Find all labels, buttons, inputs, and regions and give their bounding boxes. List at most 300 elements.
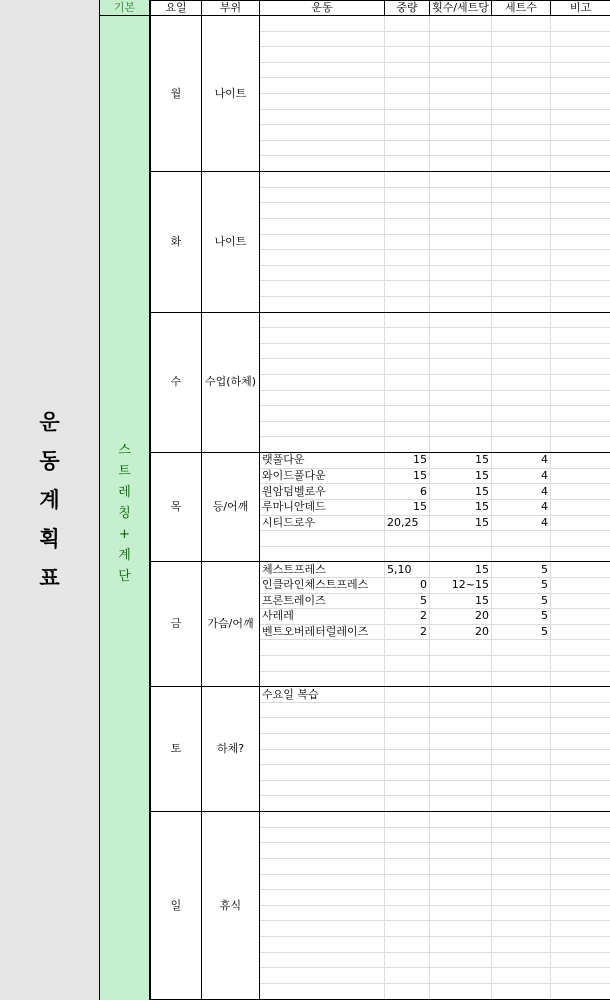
reps-cell[interactable]: 20 xyxy=(430,624,492,640)
exercise-cell[interactable] xyxy=(260,843,385,859)
note-cell[interactable] xyxy=(551,343,610,359)
note-cell[interactable] xyxy=(551,890,610,906)
note-cell[interactable] xyxy=(551,250,610,266)
weight-cell[interactable] xyxy=(385,952,430,968)
exercise-cell[interactable] xyxy=(260,78,385,94)
sets-cell[interactable] xyxy=(492,843,551,859)
sets-cell[interactable] xyxy=(492,531,551,547)
exercise-cell[interactable] xyxy=(260,140,385,156)
sets-cell[interactable] xyxy=(492,281,551,297)
sets-cell[interactable] xyxy=(492,421,551,437)
weight-cell[interactable] xyxy=(385,390,430,406)
note-cell[interactable] xyxy=(551,796,610,812)
weight-cell[interactable] xyxy=(385,531,430,547)
day-cell[interactable]: 화 xyxy=(151,172,202,312)
weight-cell[interactable] xyxy=(385,968,430,984)
sets-cell[interactable] xyxy=(492,31,551,47)
exercise-cell[interactable] xyxy=(260,296,385,312)
sets-cell[interactable]: 4 xyxy=(492,453,551,469)
weight-cell[interactable] xyxy=(385,858,430,874)
note-cell[interactable] xyxy=(551,172,610,188)
sets-cell[interactable] xyxy=(492,234,551,250)
sets-cell[interactable] xyxy=(492,406,551,422)
exercise-cell[interactable] xyxy=(260,250,385,266)
sets-cell[interactable] xyxy=(492,359,551,375)
reps-cell[interactable] xyxy=(430,952,492,968)
exercise-cell[interactable] xyxy=(260,31,385,47)
reps-cell[interactable] xyxy=(430,16,492,32)
exercise-cell[interactable] xyxy=(260,234,385,250)
reps-cell[interactable] xyxy=(430,156,492,172)
header-exercise[interactable]: 운동 xyxy=(260,1,385,16)
note-cell[interactable] xyxy=(551,562,610,578)
reps-cell[interactable] xyxy=(430,890,492,906)
note-cell[interactable] xyxy=(551,265,610,281)
weight-cell[interactable]: 5,10 xyxy=(385,562,430,578)
weight-cell[interactable] xyxy=(385,437,430,453)
exercise-cell[interactable] xyxy=(260,328,385,344)
reps-cell[interactable] xyxy=(430,47,492,63)
weight-cell[interactable] xyxy=(385,905,430,921)
exercise-cell[interactable] xyxy=(260,437,385,453)
note-cell[interactable] xyxy=(551,765,610,781)
exercise-cell[interactable] xyxy=(260,359,385,375)
note-cell[interactable] xyxy=(551,624,610,640)
reps-cell[interactable] xyxy=(430,546,492,562)
sets-cell[interactable] xyxy=(492,546,551,562)
exercise-cell[interactable] xyxy=(260,812,385,828)
sets-cell[interactable] xyxy=(492,827,551,843)
sets-cell[interactable] xyxy=(492,983,551,999)
note-cell[interactable] xyxy=(551,78,610,94)
weight-cell[interactable] xyxy=(385,187,430,203)
sets-cell[interactable] xyxy=(492,16,551,32)
weight-cell[interactable] xyxy=(385,812,430,828)
reps-cell[interactable] xyxy=(430,109,492,125)
note-cell[interactable] xyxy=(551,484,610,500)
sets-cell[interactable] xyxy=(492,390,551,406)
note-cell[interactable] xyxy=(551,609,610,625)
note-cell[interactable] xyxy=(551,968,610,984)
weight-cell[interactable]: 15 xyxy=(385,499,430,515)
reps-cell[interactable] xyxy=(430,296,492,312)
reps-cell[interactable] xyxy=(430,640,492,656)
note-cell[interactable] xyxy=(551,780,610,796)
note-cell[interactable] xyxy=(551,687,610,703)
weight-cell[interactable] xyxy=(385,765,430,781)
exercise-cell[interactable] xyxy=(260,265,385,281)
day-cell[interactable]: 금 xyxy=(151,562,202,687)
sets-cell[interactable]: 5 xyxy=(492,577,551,593)
sets-cell[interactable] xyxy=(492,968,551,984)
reps-cell[interactable] xyxy=(430,250,492,266)
weight-cell[interactable] xyxy=(385,406,430,422)
exercise-cell[interactable] xyxy=(260,671,385,687)
sets-cell[interactable] xyxy=(492,47,551,63)
note-cell[interactable] xyxy=(551,531,610,547)
reps-cell[interactable] xyxy=(430,172,492,188)
reps-cell[interactable] xyxy=(430,780,492,796)
sets-cell[interactable]: 5 xyxy=(492,593,551,609)
reps-cell[interactable] xyxy=(430,968,492,984)
sets-cell[interactable] xyxy=(492,812,551,828)
exercise-cell[interactable] xyxy=(260,936,385,952)
note-cell[interactable] xyxy=(551,640,610,656)
exercise-cell[interactable] xyxy=(260,546,385,562)
sets-cell[interactable] xyxy=(492,796,551,812)
body-part-cell[interactable]: 휴식 xyxy=(202,812,260,1000)
weight-cell[interactable] xyxy=(385,921,430,937)
exercise-cell[interactable] xyxy=(260,780,385,796)
exercise-cell[interactable] xyxy=(260,734,385,750)
weight-cell[interactable] xyxy=(385,359,430,375)
reps-cell[interactable] xyxy=(430,375,492,391)
sets-cell[interactable] xyxy=(492,296,551,312)
weight-cell[interactable] xyxy=(385,687,430,703)
note-cell[interactable] xyxy=(551,921,610,937)
note-cell[interactable] xyxy=(551,858,610,874)
exercise-cell[interactable]: 루마니안데드 xyxy=(260,499,385,515)
note-cell[interactable] xyxy=(551,16,610,32)
reps-cell[interactable] xyxy=(430,78,492,94)
weight-cell[interactable] xyxy=(385,94,430,110)
weight-cell[interactable] xyxy=(385,655,430,671)
reps-cell[interactable] xyxy=(430,812,492,828)
weight-cell[interactable]: 15 xyxy=(385,468,430,484)
exercise-cell[interactable] xyxy=(260,156,385,172)
sets-cell[interactable] xyxy=(492,265,551,281)
sets-cell[interactable] xyxy=(492,874,551,890)
exercise-cell[interactable] xyxy=(260,62,385,78)
body-part-cell[interactable]: 나이트 xyxy=(202,16,260,172)
reps-cell[interactable] xyxy=(430,281,492,297)
exercise-cell[interactable]: 원암덤벨로우 xyxy=(260,484,385,500)
exercise-cell[interactable] xyxy=(260,983,385,999)
day-cell[interactable]: 토 xyxy=(151,687,202,812)
note-cell[interactable] xyxy=(551,125,610,141)
sets-cell[interactable]: 5 xyxy=(492,562,551,578)
header-weight[interactable]: 중량 xyxy=(385,1,430,16)
reps-cell[interactable] xyxy=(430,687,492,703)
exercise-cell[interactable] xyxy=(260,640,385,656)
weight-cell[interactable] xyxy=(385,328,430,344)
weight-cell[interactable] xyxy=(385,375,430,391)
exercise-cell[interactable]: 수요일 복습 xyxy=(260,687,385,703)
exercise-cell[interactable] xyxy=(260,702,385,718)
exercise-cell[interactable] xyxy=(260,125,385,141)
weight-cell[interactable] xyxy=(385,62,430,78)
weight-cell[interactable] xyxy=(385,734,430,750)
reps-cell[interactable] xyxy=(430,31,492,47)
sets-cell[interactable] xyxy=(492,890,551,906)
weight-cell[interactable] xyxy=(385,125,430,141)
sets-cell[interactable] xyxy=(492,250,551,266)
sets-cell[interactable] xyxy=(492,62,551,78)
note-cell[interactable] xyxy=(551,905,610,921)
weight-cell[interactable] xyxy=(385,281,430,297)
weight-cell[interactable] xyxy=(385,827,430,843)
reps-cell[interactable] xyxy=(430,94,492,110)
exercise-cell[interactable] xyxy=(260,874,385,890)
body-part-cell[interactable]: 등/어깨 xyxy=(202,453,260,562)
day-cell[interactable]: 일 xyxy=(151,812,202,1000)
reps-cell[interactable]: 12~15 xyxy=(430,577,492,593)
note-cell[interactable] xyxy=(551,187,610,203)
weight-cell[interactable] xyxy=(385,546,430,562)
reps-cell[interactable] xyxy=(430,905,492,921)
note-cell[interactable] xyxy=(551,749,610,765)
exercise-cell[interactable] xyxy=(260,749,385,765)
weight-cell[interactable] xyxy=(385,983,430,999)
exercise-cell[interactable]: 시티드로우 xyxy=(260,515,385,531)
note-cell[interactable] xyxy=(551,234,610,250)
weight-cell[interactable] xyxy=(385,140,430,156)
note-cell[interactable] xyxy=(551,312,610,328)
note-cell[interactable] xyxy=(551,218,610,234)
header-day[interactable]: 요일 xyxy=(151,1,202,16)
weight-cell[interactable] xyxy=(385,31,430,47)
sets-cell[interactable] xyxy=(492,312,551,328)
exercise-cell[interactable] xyxy=(260,827,385,843)
reps-cell[interactable] xyxy=(430,765,492,781)
header-part[interactable]: 부위 xyxy=(202,1,260,16)
sets-cell[interactable] xyxy=(492,687,551,703)
weight-cell[interactable] xyxy=(385,421,430,437)
header-reps[interactable]: 횟수/세트당 xyxy=(430,1,492,16)
sets-cell[interactable] xyxy=(492,375,551,391)
weight-cell[interactable] xyxy=(385,671,430,687)
note-cell[interactable] xyxy=(551,31,610,47)
note-cell[interactable] xyxy=(551,593,610,609)
reps-cell[interactable] xyxy=(430,796,492,812)
reps-cell[interactable] xyxy=(430,936,492,952)
weight-cell[interactable] xyxy=(385,109,430,125)
exercise-cell[interactable] xyxy=(260,47,385,63)
weight-cell[interactable] xyxy=(385,749,430,765)
note-cell[interactable] xyxy=(551,94,610,110)
exercise-cell[interactable] xyxy=(260,531,385,547)
exercise-cell[interactable] xyxy=(260,312,385,328)
reps-cell[interactable]: 15 xyxy=(430,515,492,531)
sets-cell[interactable] xyxy=(492,640,551,656)
exercise-cell[interactable] xyxy=(260,952,385,968)
reps-cell[interactable] xyxy=(430,655,492,671)
basic-column[interactable] xyxy=(100,0,150,1000)
weight-cell[interactable]: 5 xyxy=(385,593,430,609)
note-cell[interactable] xyxy=(551,421,610,437)
sets-cell[interactable] xyxy=(492,718,551,734)
note-cell[interactable] xyxy=(551,827,610,843)
reps-cell[interactable] xyxy=(430,858,492,874)
sets-cell[interactable] xyxy=(492,187,551,203)
day-cell[interactable]: 목 xyxy=(151,453,202,562)
note-cell[interactable] xyxy=(551,812,610,828)
sets-cell[interactable] xyxy=(492,655,551,671)
note-cell[interactable] xyxy=(551,734,610,750)
exercise-cell[interactable] xyxy=(260,187,385,203)
weight-cell[interactable]: 15 xyxy=(385,453,430,469)
note-cell[interactable] xyxy=(551,843,610,859)
note-cell[interactable] xyxy=(551,328,610,344)
weight-cell[interactable] xyxy=(385,203,430,219)
sets-cell[interactable] xyxy=(492,203,551,219)
sets-cell[interactable] xyxy=(492,78,551,94)
exercise-cell[interactable] xyxy=(260,655,385,671)
sets-cell[interactable] xyxy=(492,109,551,125)
note-cell[interactable] xyxy=(551,375,610,391)
reps-cell[interactable] xyxy=(430,359,492,375)
reps-cell[interactable] xyxy=(430,718,492,734)
weight-cell[interactable] xyxy=(385,156,430,172)
weight-cell[interactable]: 6 xyxy=(385,484,430,500)
exercise-cell[interactable]: 와이드풀다운 xyxy=(260,468,385,484)
note-cell[interactable] xyxy=(551,499,610,515)
note-cell[interactable] xyxy=(551,936,610,952)
weight-cell[interactable]: 0 xyxy=(385,577,430,593)
exercise-cell[interactable] xyxy=(260,890,385,906)
header-sets[interactable]: 세트수 xyxy=(492,1,551,16)
body-part-cell[interactable]: 하체? xyxy=(202,687,260,812)
exercise-cell[interactable] xyxy=(260,109,385,125)
note-cell[interactable] xyxy=(551,515,610,531)
reps-cell[interactable] xyxy=(430,390,492,406)
sets-cell[interactable] xyxy=(492,140,551,156)
reps-cell[interactable]: 15 xyxy=(430,484,492,500)
weight-cell[interactable] xyxy=(385,796,430,812)
exercise-cell[interactable] xyxy=(260,858,385,874)
exercise-cell[interactable] xyxy=(260,765,385,781)
weight-cell[interactable] xyxy=(385,47,430,63)
sets-cell[interactable]: 4 xyxy=(492,468,551,484)
sets-cell[interactable]: 4 xyxy=(492,484,551,500)
reps-cell[interactable] xyxy=(430,734,492,750)
reps-cell[interactable] xyxy=(430,328,492,344)
sets-cell[interactable]: 4 xyxy=(492,515,551,531)
sets-cell[interactable]: 5 xyxy=(492,624,551,640)
sets-cell[interactable] xyxy=(492,921,551,937)
exercise-cell[interactable] xyxy=(260,343,385,359)
weight-cell[interactable] xyxy=(385,16,430,32)
weight-cell[interactable] xyxy=(385,78,430,94)
reps-cell[interactable] xyxy=(430,140,492,156)
reps-cell[interactable]: 15 xyxy=(430,562,492,578)
reps-cell[interactable] xyxy=(430,187,492,203)
reps-cell[interactable] xyxy=(430,983,492,999)
note-cell[interactable] xyxy=(551,577,610,593)
note-cell[interactable] xyxy=(551,156,610,172)
exercise-cell[interactable] xyxy=(260,94,385,110)
note-cell[interactable] xyxy=(551,718,610,734)
note-cell[interactable] xyxy=(551,983,610,999)
body-part-cell[interactable]: 나이트 xyxy=(202,172,260,312)
reps-cell[interactable] xyxy=(430,749,492,765)
body-part-cell[interactable]: 수업(하체) xyxy=(202,312,260,452)
note-cell[interactable] xyxy=(551,109,610,125)
sets-cell[interactable] xyxy=(492,218,551,234)
weight-cell[interactable] xyxy=(385,843,430,859)
reps-cell[interactable] xyxy=(430,343,492,359)
basic-header[interactable]: 기본 xyxy=(100,0,149,16)
weight-cell[interactable] xyxy=(385,218,430,234)
reps-cell[interactable] xyxy=(430,218,492,234)
sets-cell[interactable] xyxy=(492,125,551,141)
reps-cell[interactable] xyxy=(430,874,492,890)
sets-cell[interactable] xyxy=(492,156,551,172)
sets-cell[interactable] xyxy=(492,734,551,750)
reps-cell[interactable] xyxy=(430,234,492,250)
weight-cell[interactable] xyxy=(385,343,430,359)
exercise-cell[interactable]: 사레레 xyxy=(260,609,385,625)
note-cell[interactable] xyxy=(551,671,610,687)
reps-cell[interactable] xyxy=(430,312,492,328)
exercise-cell[interactable]: 랫풀다운 xyxy=(260,453,385,469)
sets-cell[interactable]: 5 xyxy=(492,609,551,625)
weight-cell[interactable] xyxy=(385,265,430,281)
note-cell[interactable] xyxy=(551,281,610,297)
exercise-cell[interactable]: 벤트오버레터럴레이즈 xyxy=(260,624,385,640)
weight-cell[interactable] xyxy=(385,890,430,906)
sets-cell[interactable]: 4 xyxy=(492,499,551,515)
weight-cell[interactable] xyxy=(385,234,430,250)
reps-cell[interactable] xyxy=(430,827,492,843)
body-part-cell[interactable]: 가슴/어깨 xyxy=(202,562,260,687)
note-cell[interactable] xyxy=(551,453,610,469)
weight-cell[interactable] xyxy=(385,936,430,952)
note-cell[interactable] xyxy=(551,203,610,219)
day-cell[interactable]: 수 xyxy=(151,312,202,452)
exercise-cell[interactable] xyxy=(260,421,385,437)
note-cell[interactable] xyxy=(551,390,610,406)
note-cell[interactable] xyxy=(551,437,610,453)
sets-cell[interactable] xyxy=(492,328,551,344)
reps-cell[interactable] xyxy=(430,406,492,422)
reps-cell[interactable] xyxy=(430,437,492,453)
sets-cell[interactable] xyxy=(492,172,551,188)
exercise-cell[interactable] xyxy=(260,406,385,422)
reps-cell[interactable]: 15 xyxy=(430,453,492,469)
reps-cell[interactable]: 20 xyxy=(430,609,492,625)
sheet-title-column[interactable] xyxy=(0,0,100,1000)
sets-cell[interactable] xyxy=(492,437,551,453)
reps-cell[interactable] xyxy=(430,265,492,281)
weight-cell[interactable] xyxy=(385,874,430,890)
exercise-cell[interactable] xyxy=(260,968,385,984)
weight-cell[interactable]: 2 xyxy=(385,624,430,640)
sets-cell[interactable] xyxy=(492,94,551,110)
exercise-cell[interactable] xyxy=(260,281,385,297)
weight-cell[interactable]: 20,25 xyxy=(385,515,430,531)
day-cell[interactable]: 월 xyxy=(151,16,202,172)
note-cell[interactable] xyxy=(551,468,610,484)
sets-cell[interactable] xyxy=(492,671,551,687)
sets-cell[interactable] xyxy=(492,765,551,781)
exercise-cell[interactable] xyxy=(260,172,385,188)
weight-cell[interactable] xyxy=(385,312,430,328)
note-cell[interactable] xyxy=(551,874,610,890)
reps-cell[interactable] xyxy=(430,421,492,437)
exercise-cell[interactable] xyxy=(260,203,385,219)
sets-cell[interactable] xyxy=(492,749,551,765)
reps-cell[interactable] xyxy=(430,843,492,859)
sets-cell[interactable] xyxy=(492,780,551,796)
note-cell[interactable] xyxy=(551,546,610,562)
sets-cell[interactable] xyxy=(492,936,551,952)
weight-cell[interactable] xyxy=(385,250,430,266)
reps-cell[interactable] xyxy=(430,531,492,547)
note-cell[interactable] xyxy=(551,406,610,422)
reps-cell[interactable] xyxy=(430,203,492,219)
weight-cell[interactable] xyxy=(385,172,430,188)
